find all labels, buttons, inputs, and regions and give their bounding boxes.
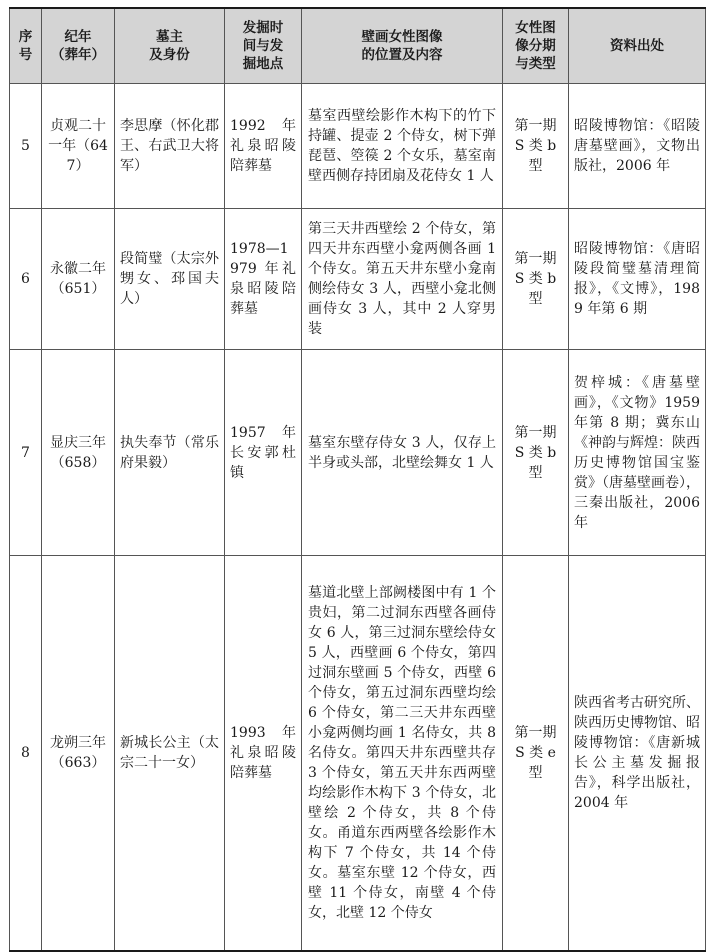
cell-owner: 执失奉节（常乐府果毅） bbox=[115, 350, 225, 556]
header-source: 资料出处 bbox=[569, 8, 706, 84]
cell-excavation: 1978—1979 年礼泉昭陵陪葬墓 bbox=[225, 209, 302, 350]
header-excavation: 发掘时 间与发 掘地点 bbox=[225, 8, 302, 84]
header-period-type: 女性图 像分期 与类型 bbox=[503, 8, 569, 84]
cell-no: 8 bbox=[10, 556, 42, 952]
cell-source: 昭陵博物馆：《昭陵唐墓壁画》，文物出版社，2006 年 bbox=[569, 84, 706, 209]
cell-excavation: 1993 年礼泉昭陵陪葬墓 bbox=[225, 556, 302, 952]
header-row bbox=[10, 8, 706, 84]
cell-period-type: 第一期 S 类 b 型 bbox=[503, 350, 569, 556]
table-row bbox=[10, 84, 706, 209]
cell-owner: 段简璧（太宗外甥女、邳国夫人） bbox=[115, 209, 225, 350]
cell-era: 永徽二年（651） bbox=[42, 209, 115, 350]
cell-content: 墓道北壁上部阙楼图中有 1 个贵妇，第二过洞东西壁各画侍女 6 人，第三过洞东壁绘侍女 5 人，西壁画 6 个侍女，第四过洞东壁画 5 个侍女，西壁 6 个侍女，第五过洞东西壁均绘 6 个侍女，第二三天井东西壁小龛两侧均画 1 名侍女，共 8 名侍女。第四天井东西壁共存 3 个侍女，第五天井东西两壁均绘影作木构下 3 个侍女，北壁绘 2 个侍女，共 8 个侍女。甬道东西两壁各绘影作木构下 7 个侍女，共 14 个侍女。墓室东壁 12 个侍女，西壁 11 个侍女，南壁 4 个侍女，北壁 12 个侍女 bbox=[302, 556, 503, 952]
cell-era: 贞观二十一年（647） bbox=[42, 84, 115, 209]
cell-source: 昭陵博物馆：《唐昭陵段简璧墓清理简报》，《文博》，1989 年第 6 期 bbox=[569, 209, 706, 350]
cell-source: 陕西省考古研究所、陕西历史博物馆、昭陵博物馆：《唐新城长公主墓发掘报告》，科学出版社，2004 年 bbox=[569, 556, 706, 952]
table-row bbox=[10, 209, 706, 350]
cell-excavation: 1957 年长安郭杜镇 bbox=[225, 350, 302, 556]
cell-owner: 新城长公主（太宗二十一女） bbox=[115, 556, 225, 952]
tomb-mural-table bbox=[9, 7, 706, 952]
table-row bbox=[10, 350, 706, 556]
cell-period-type: 第一期 S 类 b 型 bbox=[503, 209, 569, 350]
cell-period-type: 第一期 S 类 e 型 bbox=[503, 556, 569, 952]
cell-content: 墓室东壁存侍女 3 人，仅存上半身或头部，北壁绘舞女 1 人 bbox=[302, 350, 503, 556]
cell-owner: 李思摩（怀化郡王、右武卫大将军） bbox=[115, 84, 225, 209]
header-no: 序 号 bbox=[10, 8, 42, 84]
cell-content: 墓室西壁绘影作木构下的竹下持罐、提壶 2 个侍女，树下弹琵琶、箜篌 2 个女乐，墓室南壁西侧存持团扇及花侍女 1 人 bbox=[302, 84, 503, 209]
header-owner: 墓主 及身份 bbox=[115, 8, 225, 84]
cell-no: 7 bbox=[10, 350, 42, 556]
cell-era: 显庆三年（658） bbox=[42, 350, 115, 556]
cell-excavation: 1992 年礼泉昭陵陪葬墓 bbox=[225, 84, 302, 209]
table-row bbox=[10, 556, 706, 952]
header-content: 壁画女性图像 的位置及内容 bbox=[302, 8, 503, 84]
cell-source: 贺梓城：《唐墓壁画》，《文物》1959 年第 8 期；冀东山《神韵与辉煌：陕西历史博物馆国宝鉴赏》（唐墓壁画卷），三秦出版社，2006 年 bbox=[569, 350, 706, 556]
cell-no: 6 bbox=[10, 209, 42, 350]
cell-no: 5 bbox=[10, 84, 42, 209]
header-era: 纪年 （葬年） bbox=[42, 8, 115, 84]
cell-content: 第三天井西壁绘 2 个侍女，第四天井东西壁小龛两侧各画 1 个侍女。第五天井东壁小龛南侧绘侍女 3 人，西壁小龛北侧画侍女 3 人，其中 2 人穿男装 bbox=[302, 209, 503, 350]
cell-period-type: 第一期 S 类 b 型 bbox=[503, 84, 569, 209]
cell-era: 龙朔三年（663） bbox=[42, 556, 115, 952]
